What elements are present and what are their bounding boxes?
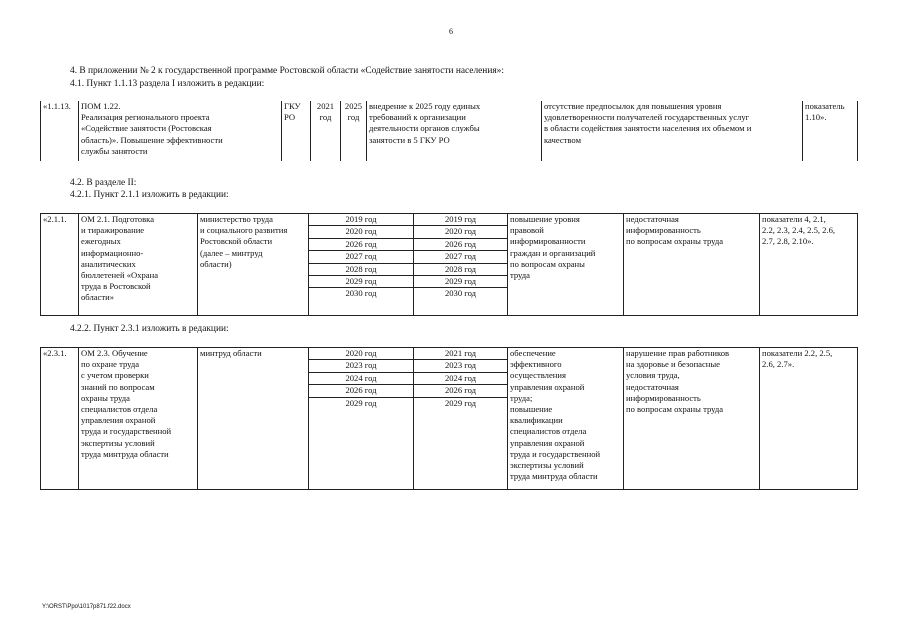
t1-num: «1.1.13. [41, 101, 79, 161]
cell-line: специалистов отдела [510, 426, 587, 437]
t2-indicator [760, 214, 858, 316]
t1-exec [282, 101, 311, 161]
year-row: 2020 год [309, 226, 413, 238]
cell-line: обеспечение [510, 348, 556, 358]
cell-line: ГКУ [284, 101, 301, 111]
year-row: 2026 год [309, 385, 413, 397]
t2-start [309, 214, 414, 316]
year-row: 2026 год [309, 239, 413, 251]
page-number: 6 [449, 27, 453, 36]
t1-start [311, 101, 341, 161]
cell-line: информированность [626, 225, 701, 236]
cell-line: деятельности органов службы [369, 123, 480, 134]
cell-line: области» [81, 292, 115, 303]
table-1-1-13 [40, 101, 858, 161]
cell-line: год [319, 112, 332, 123]
t1-indicator [803, 101, 858, 161]
cell-line: с учетом проверки [81, 370, 149, 381]
year-row: 2021 год [414, 348, 507, 360]
cell-line: по охране труда [81, 359, 140, 370]
year-row: 2029 год [444, 397, 477, 408]
cell-line: минтруд области [200, 348, 262, 358]
t3-name [79, 348, 198, 490]
cell-line: информированность [626, 392, 701, 403]
cell-line: труда в Ростовской [81, 281, 151, 292]
cell-line: эффективного [510, 359, 562, 370]
year-row: 2024 год [309, 373, 413, 385]
t3-indicator [760, 348, 858, 490]
cell-line: области) [200, 258, 232, 269]
cell-line: труда и государственной [81, 426, 172, 437]
cell-line: 2021 [316, 101, 335, 111]
cell-line: граждан и организаций [510, 247, 596, 258]
cell-line: год [347, 112, 360, 123]
t2-end [414, 214, 508, 316]
cell-line: 1.10». [805, 112, 827, 123]
cell-line: экспертизы условий [81, 437, 155, 448]
year-row: 2020 год [414, 226, 507, 238]
cell-line: труда [510, 270, 530, 281]
section-4-heading: 4. В приложении № 2 к государственной программе Ростовской области «Содействие занятости населения»: [70, 66, 504, 76]
t1-result [367, 101, 542, 161]
cell-line: охраны труда [81, 392, 130, 403]
cell-line: труда минтруда области [81, 448, 169, 459]
year-row: 2027 год [309, 251, 413, 263]
cell-line: условия труда, [626, 370, 680, 381]
cell-line: по вопросам охраны труда [626, 404, 724, 415]
year-row: 2030 год [345, 288, 377, 299]
t3-consequence [624, 348, 760, 490]
cell-line: управления охраной [81, 415, 156, 426]
cell-line: 2.7, 2.8, 2.10». [762, 236, 814, 247]
cell-line: экспертизы условий [510, 460, 584, 471]
cell-line: повышение [510, 404, 553, 415]
t2-exec [198, 214, 309, 316]
year-row: 2028 год [309, 264, 413, 276]
cell-line: труда; [510, 392, 533, 403]
cell-line: специалистов отдела [81, 404, 158, 415]
year-row: 2027 год [414, 251, 507, 263]
cell-line: область)». Повышение эффективности [81, 134, 223, 145]
item-4-2-2: 4.2.2. Пункт 2.3.1 изложить в редакции: [70, 324, 229, 334]
year-row: 2019 год [309, 214, 413, 226]
cell-line: показатель [805, 101, 845, 111]
item-4-1: 4.1. Пункт 1.1.13 раздела I изложить в редакции: [70, 79, 265, 89]
year-row: 2029 год [414, 276, 507, 288]
cell-line: бюллетеней «Охрана [81, 270, 159, 281]
cell-line: внедрение к 2025 году единых [369, 101, 481, 111]
cell-line: РО [284, 112, 296, 123]
cell-line: показатели 2.2, 2.5, [762, 348, 833, 358]
t1-name [79, 101, 282, 161]
cell-line: 2.2, 2.3, 2.4, 2.5, 2.6, [762, 225, 836, 236]
t2-name [79, 214, 198, 316]
cell-line: информационно- [81, 247, 144, 258]
cell-line: и социального развития [200, 225, 288, 236]
cell-line: удовлетворенности получателей государственных услуг [544, 112, 750, 123]
year-row: 2026 год [414, 239, 507, 251]
cell-line: по вопросам охраны [510, 258, 585, 269]
t1-consequence [542, 101, 803, 161]
cell-line: управления охраной [510, 437, 585, 448]
cell-line: ПОМ 1.22. [81, 101, 121, 111]
cell-line: осуществления [510, 370, 566, 381]
footer-file-path: Y:\ORST\Ppo\1017p871.f22.docx [42, 604, 131, 610]
item-4-2: 4.2. В разделе II: [70, 178, 137, 188]
cell-line: показатели 4, 2.1, [762, 214, 826, 224]
year-row: 2023 год [414, 360, 507, 372]
year-row: 2028 год [414, 264, 507, 276]
cell-line: труда и государственной [510, 448, 601, 459]
cell-line: информированности [510, 236, 586, 247]
cell-line: 2.6, 2.7». [762, 359, 795, 370]
cell-line: недостаточная [626, 381, 679, 392]
year-row: 2019 год [414, 214, 507, 226]
t2-num: «2.1.1. [41, 214, 79, 316]
t2-consequence [624, 214, 760, 316]
cell-line: Ростовской области [200, 236, 273, 247]
t3-exec [198, 348, 309, 490]
item-4-2-1: 4.2.1. Пункт 2.1.1 изложить в редакции: [70, 190, 229, 200]
cell-line: Реализация регионального проекта [81, 112, 210, 123]
year-row: 2029 год [309, 276, 413, 288]
cell-line: на здоровье и безопасные [626, 359, 720, 370]
t3-result [508, 348, 624, 490]
cell-line: нарушение прав работников [626, 348, 730, 358]
cell-line: службы занятости [81, 145, 148, 156]
cell-line: требований к организации [369, 112, 466, 123]
t3-end [414, 348, 508, 490]
table-2-1-1 [40, 213, 858, 316]
cell-line: недостаточная [626, 214, 679, 224]
cell-line: качеством [544, 134, 582, 145]
table-2-3-1 [40, 347, 858, 490]
cell-line: ОМ 2.1. Подготовка [81, 214, 155, 224]
year-row: 2024 год [414, 373, 507, 385]
cell-line: знаний по вопросам [81, 381, 155, 392]
cell-line: министерство труда [200, 214, 273, 224]
t1-end [341, 101, 367, 161]
cell-line: (далее – минтруд [200, 247, 263, 258]
cell-line: квалификации [510, 415, 563, 426]
t2-result [508, 214, 624, 316]
cell-line: «Содействие занятости (Ростовская [81, 123, 212, 134]
cell-line: занятости в 5 ГКУ РО [369, 134, 450, 145]
cell-line: повышение уровня [510, 214, 580, 224]
cell-line: в области содействия занятости населения их объемом и [544, 123, 752, 134]
cell-line: управления охраной [510, 381, 585, 392]
year-row: 2020 год [309, 348, 413, 360]
cell-line: труда минтруда области [510, 471, 598, 482]
year-row: 2030 год [444, 288, 477, 299]
year-row: 2023 год [309, 360, 413, 372]
t3-num: «2.3.1. [41, 348, 79, 490]
year-row: 2029 год [345, 397, 377, 408]
year-row: 2026 год [414, 385, 507, 397]
cell-line: отсутствие предпосылок для повышения уровня [544, 101, 722, 111]
cell-line: 2025 [344, 101, 363, 111]
cell-line: по вопросам охраны труда [626, 236, 724, 247]
cell-line: ОМ 2.3. Обучение [81, 348, 148, 358]
cell-line: ежегодных [81, 236, 121, 247]
cell-line: и тиражирование [81, 225, 145, 236]
cell-line: аналитических [81, 258, 136, 269]
cell-line: правовой [510, 225, 544, 236]
t3-start [309, 348, 414, 490]
